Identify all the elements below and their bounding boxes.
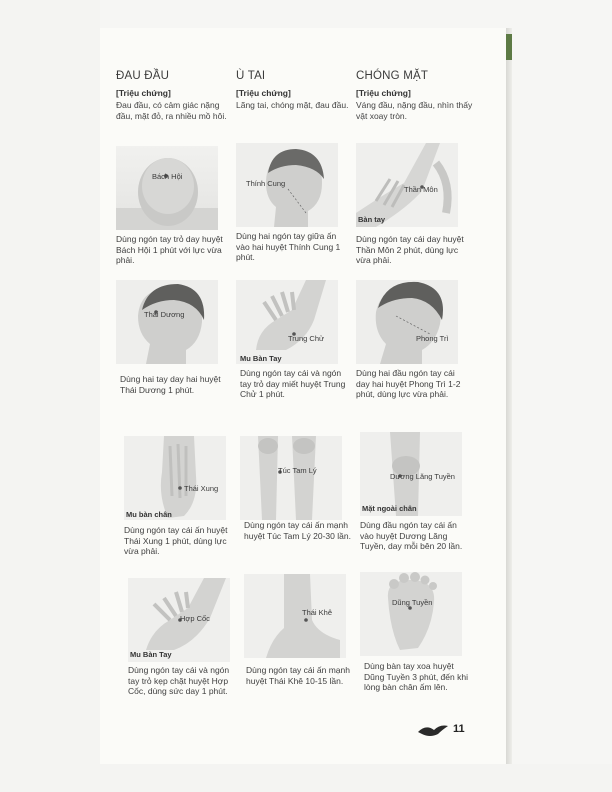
column-title: CHÓNG MẶT [356, 70, 429, 82]
illustration-head-side [236, 143, 338, 227]
caption: Dùng ngón tay cái và ngón tay trỏ day miết huyệt Trung Chử 1 phút. [240, 368, 346, 399]
point-label: Dũng Tuyền [392, 598, 433, 607]
flying-bird-icon [416, 722, 450, 738]
column-head-dau-dau [116, 70, 236, 122]
point-label: Thính Cung [246, 179, 286, 188]
column-head-chong-mat [356, 70, 476, 122]
illustration-wrist [356, 143, 458, 227]
caption: Dùng ngón tay trỏ day huyệt Bách Hội 1 phút với lực vừa phải. [116, 234, 223, 265]
caption: Dùng ngón tay cái ấn huyệt Thái Xung 1 phút, dùng lực vừa phải. [124, 525, 228, 556]
column-sub: [Triệu chứng] [356, 88, 411, 98]
illustration-head-temple [116, 280, 218, 364]
scan-margin-right [512, 0, 612, 792]
illustration-leg-front [240, 436, 342, 520]
point-label: Túc Tam Lý [278, 466, 317, 475]
point-label: Thái Khê [302, 608, 333, 617]
column-sub: [Triệu chứng] [236, 88, 291, 98]
column-desc: Lãng tai, chóng mặt, đau đầu. [236, 100, 349, 110]
region-label: Mu Bàn Tay [130, 650, 172, 659]
caption: Dùng bàn tay xoa huyệt Dũng Tuyền 3 phút, đến khi lòng bàn chân ấm lên. [364, 661, 468, 692]
region-label: Mặt ngoài chân [362, 504, 417, 513]
point-label: Phong Trì [416, 334, 449, 343]
point-label: Thái Xung [184, 484, 219, 493]
point-label: Bách Hội [152, 172, 183, 181]
point-label: Hợp Cốc [180, 614, 210, 623]
caption: Dùng ngón tay cái ấn mạnh huyệt Thái Khê 10-15 lần. [246, 665, 350, 686]
illustration-sole [360, 572, 462, 656]
caption: Dùng hai đầu ngón tay cái day hai huyệt Phong Trì 1-2 phút, dùng lực vừa phải. [356, 368, 461, 399]
point-label: Thần Môn [404, 185, 438, 194]
illustration-ankle [244, 574, 346, 658]
caption: Dùng ngón tay cái ấn mạnh huyệt Túc Tam Lý 20-30 lần. [244, 520, 351, 541]
illustration-leg-side [360, 432, 462, 516]
illustration-head-top [116, 146, 218, 230]
page-number: 11 [453, 723, 465, 735]
column-head-u-tai [236, 70, 356, 111]
region-label: Mu bàn chân [126, 510, 172, 519]
caption: Dùng đầu ngón tay cái ấn vào huyệt Dương Lăng Tuyền, day mỗi bên 20 lần. [360, 520, 463, 551]
scan-margin-bottom [0, 764, 612, 792]
scan-margin-left [0, 0, 100, 792]
illustration-hand-back-2 [128, 578, 230, 662]
caption: Dùng ngón tay cái day huyệt Thần Môn 2 phút, dùng lực vừa phải. [356, 234, 464, 265]
page-edge [506, 28, 512, 764]
point-label: Thái Dương [144, 310, 185, 319]
column-desc: Đau đầu, có cảm giác nặng đầu, mặt đỏ, ra nhiều mồ hôi. [116, 100, 227, 121]
illustration-hand-back [236, 280, 338, 364]
column-sub: [Triệu chứng] [116, 88, 171, 98]
region-label: Bàn tay [358, 215, 386, 224]
point-label: Trung Chử [288, 334, 325, 343]
column-title: ĐAU ĐẦU [116, 70, 170, 82]
caption: Dùng ngón tay cái và ngón tay trỏ kẹp chặt huyệt Hợp Cốc, dùng sức day 1 phút. [128, 665, 230, 696]
caption: Dùng hai ngón tay giữa ấn vào hai huyệt Thính Cung 1 phút. [236, 231, 341, 262]
point-label: Dương Lăng Tuyền [390, 472, 455, 481]
caption: Dùng hai tay day hai huyệt Thái Dương 1 phút. [120, 374, 221, 395]
illustration-foot-top [124, 436, 226, 520]
column-desc: Váng đầu, nặng đầu, nhìn thấy vật xoay tròn. [356, 100, 473, 121]
illustration-head-back [356, 280, 458, 364]
region-label: Mu Bàn Tay [240, 354, 282, 363]
page-tab-marker [506, 34, 512, 60]
column-title: Ù TAI [236, 70, 266, 82]
